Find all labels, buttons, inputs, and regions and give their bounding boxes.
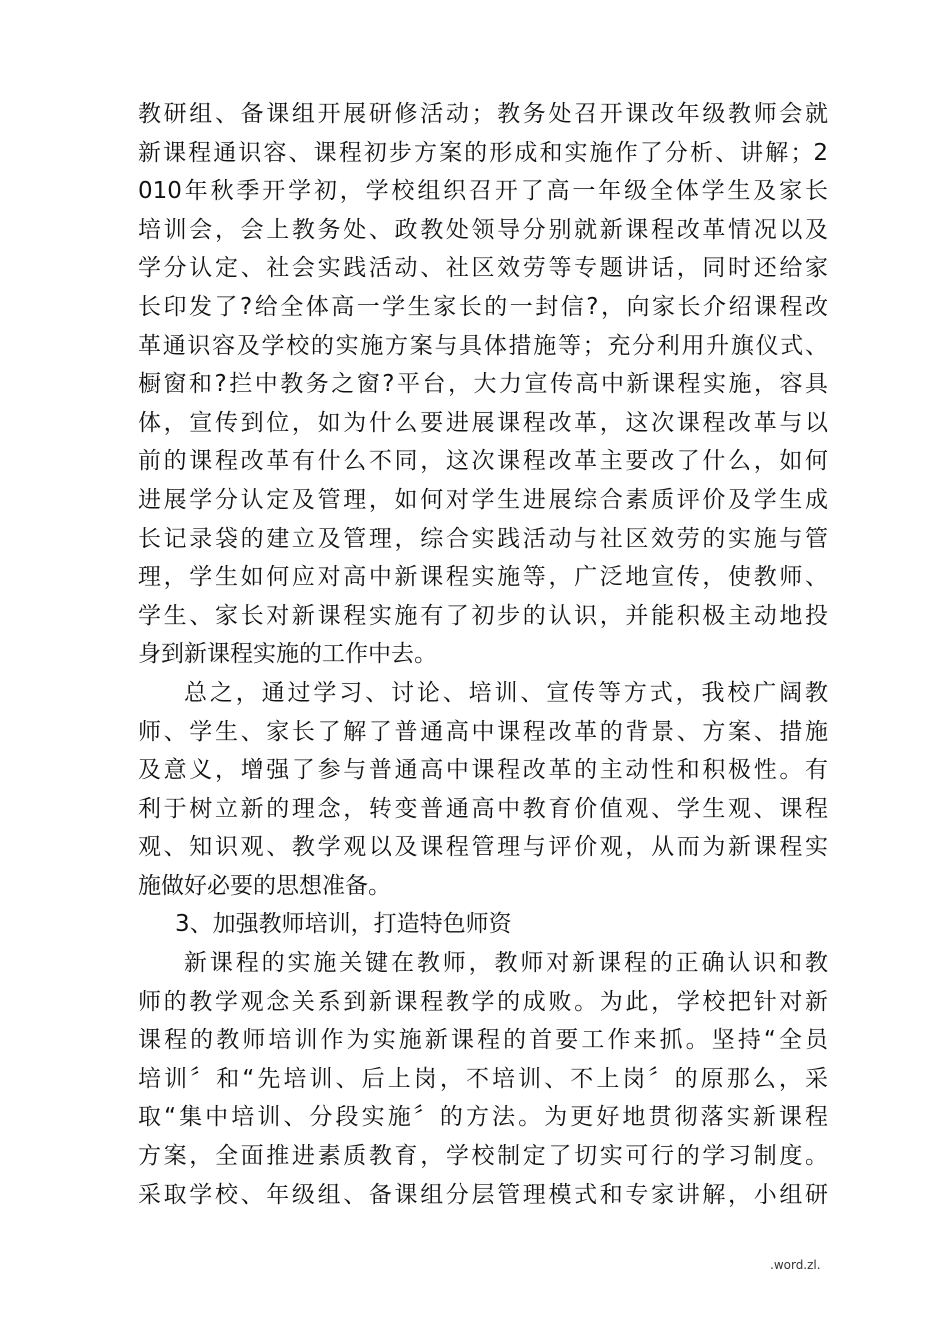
text-line: 新课程的实施关键在教师，教师对新课程的正确认识和教 (184, 950, 828, 977)
text-line: 培训〞和“先培训、后上岗，不培训、不上岗〞的原那么，采 (138, 1065, 828, 1092)
text-line: 方案，全面推进素质教育，学校制定了切实可行的学习制度。 (138, 1143, 828, 1170)
text-line: 及意义，增强了参与普通高中课程改革的主动性和积极性。有 (138, 757, 828, 784)
text-line: 010年秋季开学初，学校组织召开了高一年级全体学生及家长 (138, 178, 828, 205)
text-line: 身到新课程实施的工作中去。 (138, 641, 437, 668)
text-line: 体，宣传到位，如为什么要进展课程改革，这次课程改革与以 (138, 409, 828, 436)
page-footer: .word.zl. (770, 1258, 821, 1272)
document-body (138, 95, 828, 1214)
text-line: 学分认定、社会实践活动、社区效劳等专题讲话，同时还给家 (138, 255, 828, 282)
text-line: 长记录袋的建立及管理，综合实践活动与社区效劳的实施与管 (138, 525, 828, 552)
section-heading (138, 905, 828, 944)
text-line: 学生、家长对新课程实施有了初步的认识，并能积极主动地投 (138, 602, 828, 629)
paragraph-1 (138, 95, 828, 674)
text-line: 采取学校、年级组、备课组分层管理模式和专家讲解，小组研 (138, 1181, 828, 1208)
text-line: 取“集中培训、分段实施〞的方法。为更好地贯彻落实新课程 (138, 1104, 828, 1131)
text-line: 前的课程改革有什么不同，这次课程改革主要改了什么，如何 (138, 448, 828, 475)
text-line: 新课程通识容、课程初步方案的形成和实施作了分析、讲解；2 (138, 139, 828, 166)
paragraph-3 (138, 944, 828, 1214)
text-line: 课程的教师培训作为实施新课程的首要工作来抓。坚持“全员 (138, 1027, 828, 1054)
text-line: 师的教学观念关系到新课程教学的成败。为此，学校把针对新 (138, 988, 828, 1015)
text-line: 进展学分认定及管理，如何对学生进展综合素质评价及学生成 (138, 486, 828, 513)
text-line: 总之，通过学习、讨论、培训、宣传等方式，我校广阔教 (184, 679, 828, 706)
text-line: 橱窗和?拦中教务之窗?平台，大力宣传高中新课程实施，容具 (138, 371, 828, 398)
text-line: 长印发了?给全体高一学生家长的一封信?，向家长介绍课程改 (138, 293, 828, 320)
text-line: 施做好必要的思想准备。 (138, 872, 391, 899)
text-line: 教研组、备课组开展研修活动；教务处召开课改年级教师会就 (138, 101, 828, 127)
paragraph-2 (138, 674, 828, 906)
text-line: 革通识容及学校的实施方案与具体措施等；充分利用升旗仪式、 (138, 332, 828, 359)
text-line: 培训会，会上教务处、政教处领导分别就新课程改革情况以及 (138, 216, 828, 243)
text-line: 利于树立新的理念，转变普通高中教育价值观、学生观、课程 (138, 795, 828, 822)
text-line: 师、学生、家长了解了普通高中课程改革的背景、方案、措施 (138, 718, 828, 745)
heading-text: 3、加强教师培训，打造特色师资 (175, 911, 512, 938)
text-line: 理，学生如何应对高中新课程实施等，广泛地宣传，使教师、 (138, 564, 828, 591)
text-line: 观、知识观、教学观以及课程管理与评价观，从而为新课程实 (138, 834, 828, 861)
